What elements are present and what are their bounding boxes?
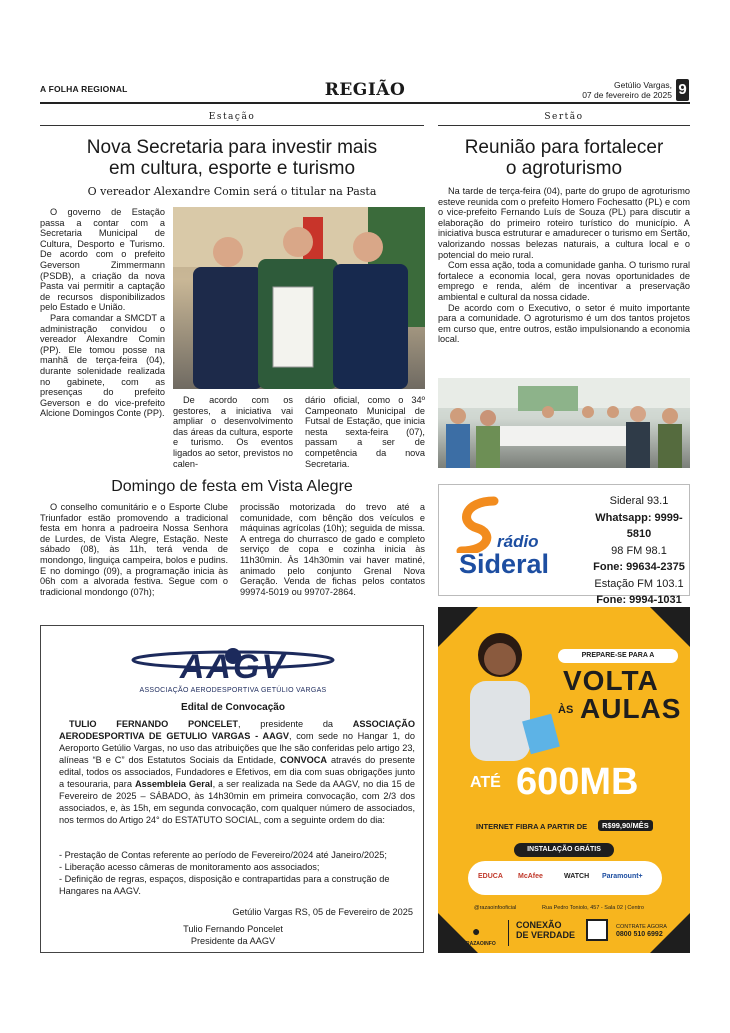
city-date: [582, 80, 672, 100]
edital-box: [40, 625, 424, 953]
edital-place-date: Getúlio Vargas RS, 05 de Fevereiro de 2025: [232, 907, 413, 917]
promo-slogan1: CONEXÃO: [516, 920, 562, 930]
festa-col2-p: procissão motorizada do trevo até a comunidade, com bênção dos veículos e máquinas agrícolas (10h); seguida de missa. A entrega do churrasco de gado e completo serviço de copa e cozinha inicia às 11h30min. Às 14h30min vai haver matiné, animado pelo conjunto Grenal Nova Geração. Venda de fichas pelos contatos 99974-5019 ou 99707-2864.: [240, 502, 425, 597]
left-col2-p1: De acordo com os gestores, a iniciativa vai ampliar o desenvolvimento das áreas da cultura, esporte e turismo. Os eventos ligados ao setor, previstos no calen-: [173, 395, 293, 469]
right-headline-line2: o agroturismo: [505, 158, 623, 179]
left-col3-p1: dário oficial, como o 34º Campeonato Municipal de Futsal de Estação, que inicia nesta sexta-feira (07), passam a ser de competência da nova Secretaria.: [305, 395, 425, 469]
edital-title: Edital de Convocação: [181, 702, 285, 713]
aagv-logo-text: AAGV: [179, 648, 287, 686]
edital-sign-name: Tulio Fernando Poncelet: [183, 924, 283, 934]
left-col2: [173, 395, 293, 469]
right-headline-line1: Reunião para fortalecer: [464, 137, 664, 158]
promo-contact: [616, 923, 667, 939]
photo-agroturismo-illustration: [438, 378, 690, 468]
promo-as: ÀS: [558, 704, 574, 716]
promo-contact1: CONTRATE AGORA: [616, 924, 667, 930]
promo-brand: RAZAOINFO: [466, 941, 496, 947]
right-body: [438, 186, 690, 345]
radio-l5: Estação FM 103.1: [594, 577, 684, 590]
section-title: REGIÃO: [324, 80, 406, 100]
right-section-label: Sertão: [544, 112, 584, 122]
left-headline-line2: em cultura, esporte e turismo: [108, 158, 356, 179]
edital-item1: - Prestação de Contas referente ao período de Fevereiro/2024 até Janeiro/2025;: [59, 850, 387, 860]
edital-item2: - Liberação acesso câmeras de monitoramento aos associados;: [59, 862, 320, 872]
promo-aulas: AULAS: [580, 693, 682, 724]
header-rule: [40, 102, 690, 104]
promo-social: @razaoinfooficial: [474, 905, 517, 911]
left-headline-line1: Nova Secretaria para investir mais: [86, 137, 378, 158]
promo-ad: [438, 607, 690, 953]
promo-prep: PREPARE-SE PARA A: [558, 649, 678, 663]
edital-signature: [41, 923, 425, 947]
radio-logo-big: Sideral: [459, 549, 550, 579]
qr-code-icon: [586, 919, 608, 941]
promo-slogan2: DE VERDADE: [516, 930, 576, 940]
promo-speed: 600MB: [516, 761, 639, 803]
right-p3: De acordo com o Executivo, o setor é muito importante para a comunidade. O agroturismo é um dos tantos projetos em curso que, entre outros, estão impulsionando a economia local.: [438, 302, 690, 345]
edital-body-f: através do presente edital, todos os associados, Fundadores e Efetivos, em dia com suas obrigações junto a tesouraria, para: [59, 755, 415, 789]
left-headline: [40, 137, 424, 179]
festa-headline: Domingo de festa em Vista Alegre: [111, 478, 353, 495]
radio-l2: Whatsapp: 9999-5810: [595, 511, 683, 540]
left-col1: [40, 207, 165, 419]
partner-educa: EDUCA: [478, 873, 503, 880]
right-p1: Na tarde de terça-feira (04), parte do grupo de agroturismo esteve reunida com o prefeito Homero Fochesatto (PL) e com o vice-prefeito Fernando Luís de Souza (PL) para discutir a elaboração do primeiro roteiro turístico do município. A iniciativa busca estruturar e amadurecer o turismo em Sertão, valorizando nossas belezas naturais, a cultura local e o potencial do meio rural.: [438, 186, 690, 260]
edital-body-a: TULIO FERNANDO PONCELET: [69, 719, 238, 729]
radio-l4: Fone: 99634-2375: [593, 561, 685, 573]
radio-contacts: [589, 493, 689, 609]
promo-divider: [508, 920, 509, 946]
edital-body: [59, 718, 415, 826]
photo-secretaria: [173, 207, 425, 389]
partner-mcafee: McAfee: [518, 873, 543, 880]
radio-logo-small: rádio: [497, 532, 539, 551]
left-col3: [305, 395, 425, 469]
left-subheadline: O vereador Alexandre Comin será o titular na Pasta: [87, 185, 377, 198]
photo-secretaria-illustration: [173, 207, 425, 389]
edital-sign-role: Presidente da AAGV: [190, 936, 276, 946]
radio-l6: Fone: 9994-1031: [596, 594, 682, 606]
edital-body-d: , com sede no Hangar 1, do Aeroporto Getúlio Vargas, no uso das atribuições que lhe são conferidas pelo artigo 23, alíneas “B e C” dos Estatutos Sociais da Entidade,: [59, 731, 415, 765]
partner-watch: WATCH: [564, 873, 590, 880]
promo-volta: VOLTA: [563, 665, 659, 696]
radio-ad: [438, 484, 690, 606]
radio-l1: Sideral 93.1: [609, 495, 669, 507]
edital-body-e: CONVOCA: [280, 755, 328, 765]
left-col1-p1: O governo de Estação passa a contar com a Secretaria Municipal de Cultura, Desporto e Turismo. De acordo com o prefeito Geverson Zimmermann (PSDB), a criação da nova Pasta vai permitir a captação de recursos disponibilizados pelo Estado e União.: [40, 207, 165, 313]
right-section-rule: [438, 125, 690, 126]
festa-col2: [240, 502, 425, 597]
promo-address: Rua Pedro Toniolo, 457 - Sala 02 | Centro: [542, 905, 644, 911]
left-col1-p2: Para comandar a SMCDT a administração convidou o vereador Alexandre Comin (PP). Ele tomou posse na manhã de terça-feira (04), durante solenidade realizada no gabinete, com as presenças do prefeito Geverson e do vice-prefeito Alcione Domingos Conte (PP).: [40, 312, 165, 419]
promo-brand-icon: ●: [472, 923, 481, 939]
edital-body-c: ASSOCIAÇÃO AERODESPORTIVA DE GETULIO VARGAS - AAGV: [59, 719, 415, 741]
promo-price: R$99,90/MÊS: [598, 820, 653, 831]
photo-agroturismo: [438, 378, 690, 468]
right-headline: [438, 137, 690, 179]
edital-items: [59, 849, 415, 897]
paper-name: A FOLHA REGIONAL: [40, 84, 128, 94]
city-date-line2: 07 de fevereiro de 2025: [582, 90, 672, 100]
edital-body-g: Assembleia Geral: [134, 779, 213, 789]
right-p2: Com essa ação, toda a comunidade ganha. O turismo rural fortalece a economia local, gera novas oportunidades de emprego e renda, além de incentivar a preservação ambiental e cultural da nossa cidade.: [438, 260, 690, 302]
promo-contact2: 0800 510 6992: [616, 931, 663, 938]
radio-l3: 98 FM 98.1: [611, 544, 667, 557]
festa-col1-p: O conselho comunitário e o Esporte Clube Triunfador estão promovendo a tradicional festa em honra a padroeira Nossa Senhora de Lurdes, de Vista Alegre, Estação. Neste sábado (08), às 11h, terá venda de mondongo, linguiça campeira, bolos e pudins. E no domingo (09), a programação inicia às 06h com a alvorada festiva. Segue com o tradicional mondongo (07h);: [40, 502, 228, 597]
left-section-rule: [40, 125, 424, 126]
edital-body-b: , presidente da: [238, 719, 353, 729]
edital-item3: - Definição de regras, espaços, disposição e contrapartidas para a construção de Hangares na AAGV.: [59, 874, 390, 896]
promo-ate: ATÉ: [470, 774, 501, 791]
promo-instalacao: INSTALAÇÃO GRÁTIS: [514, 843, 614, 857]
promo-slogan: [516, 920, 575, 940]
page-number: 9: [676, 79, 689, 101]
promo-internet: INTERNET FIBRA A PARTIR DE: [476, 822, 588, 831]
festa-col1: [40, 502, 228, 597]
edital-body-h: , a ser realizada na Sede da AAGV, no dia 15 de Fevereiro de 2025 – SÁBADO, às 14h30min em primeira convocação, com 2/3 dos associados, e, às 15h, em segunda convocação, com qualquer número de associados, nos termos do Artigo 24° do ESTATUTO SOCIAL, com a seguinte ordem do dia:: [59, 779, 415, 825]
aagv-logo-sub: ASSOCIAÇÃO AERODESPORTIVA GETÚLIO VARGAS: [139, 687, 327, 694]
partner-paramount: Paramount+: [602, 873, 643, 880]
city-date-line1: Getúlio Vargas,: [614, 80, 672, 90]
promo-partners: [468, 861, 662, 895]
left-section-label: Estação: [208, 112, 256, 122]
